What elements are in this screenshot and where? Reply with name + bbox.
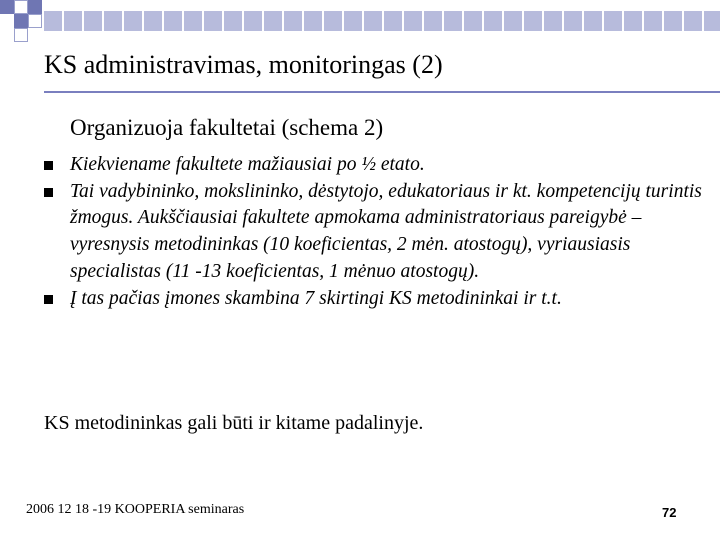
bullet-item: [44, 179, 704, 286]
bullet-text: Į tas pačias įmones skambina 7 skirtingi KS metodininkai ir t.t.: [70, 287, 562, 309]
bullet-text: Kiekviename fakultete mažiausiai po ½ etato.: [70, 154, 425, 175]
square-bullet-icon: [44, 161, 53, 170]
slide-subheading: Organizuoja fakultetai (schema 2): [70, 115, 384, 140]
top-decor-bar: [44, 11, 720, 31]
slide-title: KS administravimas, monitoringas (2): [44, 50, 443, 79]
square-bullet-icon: [44, 295, 53, 304]
footer-text: 2006 12 18 -19 KOOPERIA seminaras: [26, 502, 245, 517]
decor-square: [14, 0, 28, 14]
decor-square: [28, 0, 42, 14]
bullet-list: [44, 152, 704, 312]
title-underline: [44, 91, 720, 93]
decor-square: [14, 28, 28, 42]
decor-square: [14, 14, 28, 28]
page-number: 72: [662, 505, 677, 520]
slide-note: KS metodininkas gali būti ir kitame padalinyje.: [44, 412, 424, 434]
decor-square: [28, 14, 42, 28]
decor-square: [0, 0, 14, 14]
bullet-item: [44, 286, 704, 313]
bullet-text: Tai vadybininko, mokslininko, dėstytojo, edukatoriaus ir kt. kompetencijų turintis žmogus. Aukščiausiai fakultete apmokama administratoriaus pareigybė – vyresnysis metodininkas (10 koeficientas, 2 mėn. atostogų), vyriausiasis specialistas (11 -13 koeficientas, 1 mėnuo atostogų).: [70, 180, 702, 282]
bullet-item: [44, 152, 704, 179]
square-bullet-icon: [44, 188, 53, 197]
